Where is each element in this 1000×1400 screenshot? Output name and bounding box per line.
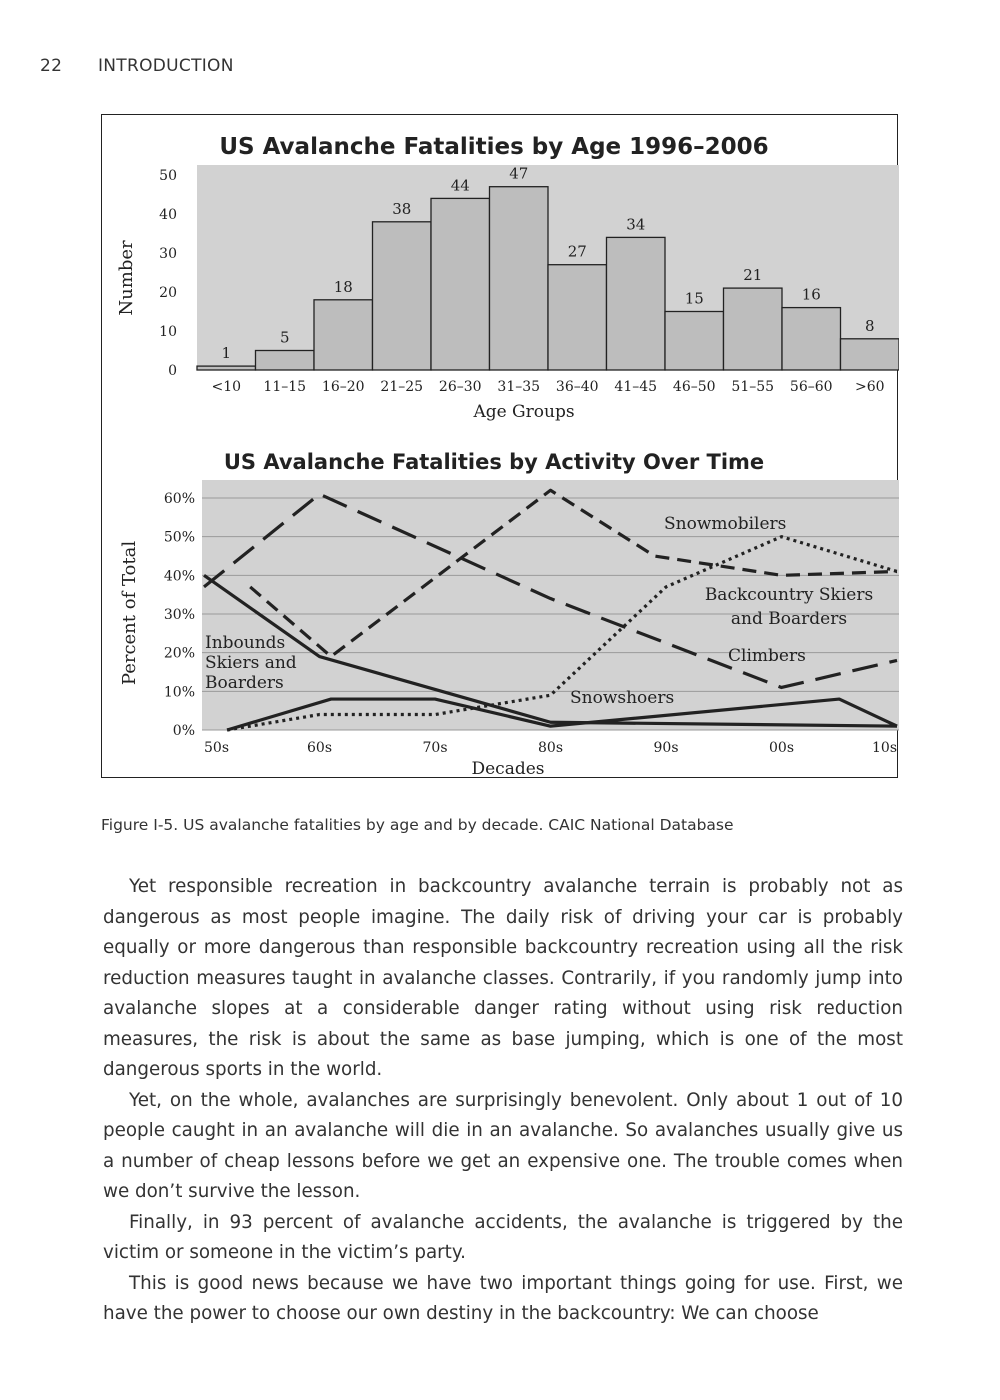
bar-value-label: 47 — [509, 164, 529, 183]
bar-value-label: 38 — [392, 199, 412, 218]
line-y-tick-label: 40% — [163, 568, 195, 585]
section-title: INTRODUCTION — [97, 56, 234, 76]
body-text — [103, 872, 903, 1330]
bar — [256, 351, 315, 371]
bar-x-tick-label: 56–60 — [789, 379, 833, 395]
bar — [431, 198, 490, 370]
annotation-snowmobilers: Snowmobilers — [664, 514, 787, 534]
page-number: 22 — [40, 56, 63, 76]
line-x-axis-label: Decades — [471, 759, 545, 779]
annotation-climbers: Climbers — [728, 646, 806, 666]
annotation-snowshoers: Snowshoers — [570, 688, 675, 708]
bar-y-tick-label: 50 — [159, 168, 177, 184]
bar-x-tick-label: <10 — [211, 379, 242, 395]
activity-line-chart — [119, 450, 899, 779]
line-y-tick-label: 0% — [172, 723, 195, 739]
bar-y-tick-label: 40 — [159, 207, 177, 223]
bar-value-label: 21 — [743, 266, 763, 285]
bar-value-label: 15 — [684, 289, 704, 308]
bar-x-tick-label: 21–25 — [380, 379, 424, 395]
bar-y-axis-label: Number — [116, 240, 137, 316]
line-x-tick-label: 80s — [538, 740, 563, 756]
bar-x-tick-label: 36–40 — [555, 379, 599, 395]
bar-x-tick-label: 41–45 — [614, 379, 658, 395]
bar-x-tick-label: 46–50 — [672, 379, 716, 395]
bar-value-label: 16 — [801, 285, 821, 304]
bar-value-label: 18 — [333, 277, 353, 296]
line-x-ticks — [204, 740, 897, 756]
line-x-tick-label: 90s — [653, 740, 679, 756]
bar — [607, 237, 666, 370]
annotation-backcountry-line1: Backcountry Skiers — [704, 585, 874, 605]
line-y-ticks — [164, 491, 195, 739]
line-y-axis-label: Percent of Total — [119, 540, 140, 686]
bar-value-label: 34 — [626, 215, 646, 234]
bar-x-tick-label: 31–35 — [497, 379, 541, 395]
line-y-tick-label: 10% — [163, 684, 195, 701]
bar-x-tick-label: >60 — [854, 379, 885, 395]
bar-chart-title: US Avalanche Fatalities by Age 1996–2006 — [219, 134, 769, 160]
line-y-tick-label: 50% — [163, 529, 195, 546]
bar — [548, 265, 607, 370]
bar — [782, 308, 841, 370]
body-paragraph: Finally, in 93 percent of avalanche accidents, the avalanche is triggered by the victim or someone in the victim’s party. — [103, 1211, 903, 1263]
figure-box — [101, 114, 898, 778]
line-x-tick-label: 60s — [307, 740, 332, 756]
line-y-tick-label: 60% — [163, 491, 195, 507]
annotation-inbounds-line1: Inbounds — [205, 633, 286, 653]
bar-y-ticks — [159, 168, 177, 379]
body-paragraph: This is good news because we have two important things going for use. First, we have the power to choose our own destiny in the backcountry: We can choose — [103, 1272, 903, 1324]
bar — [490, 187, 549, 370]
annotation-inbounds-line2: Skiers and — [205, 653, 297, 673]
bar-y-tick-label: 30 — [159, 246, 177, 262]
figure-caption: Figure I-5. US avalanche fatalities by age and by decade. CAIC National Database — [101, 816, 734, 834]
bar-value-label: 8 — [864, 316, 875, 335]
annotation-backcountry-line2: and Boarders — [730, 609, 848, 629]
bar-y-tick-label: 10 — [159, 324, 177, 340]
bar — [724, 288, 783, 370]
bar-value-label: 44 — [450, 176, 470, 195]
bar-value-label: 27 — [567, 242, 587, 261]
line-x-tick-label: 10s — [872, 740, 897, 756]
bar — [665, 312, 724, 371]
bar-x-tick-label: 26–30 — [438, 379, 482, 395]
bar-x-tick-label: 16–20 — [321, 379, 365, 395]
bar — [841, 339, 900, 370]
age-bar-chart — [116, 134, 899, 422]
annotation-inbounds-line3: Boarders — [205, 673, 284, 693]
line-y-tick-label: 20% — [163, 645, 195, 662]
figure-charts — [102, 115, 899, 779]
bar-value-label: 1 — [221, 344, 232, 363]
body-paragraph: Yet responsible recreation in backcountry avalanche terrain is probably not as dangerous as most people imagine. The daily risk of driving your car is probably equally or more dangerous than responsible backcountry recreation using all the risk reduction measures taught in avalanche classes. Contrarily, if you randomly jump into avalanche slopes at a considerable danger rating without using risk reduction measures, the risk is about the same as base jumping, which is one of the most dangerous sports in the world. — [103, 876, 903, 1080]
bar-x-tick-label: 51–55 — [731, 379, 775, 395]
bar — [197, 366, 256, 370]
line-chart-title: US Avalanche Fatalities by Activity Over Time — [223, 450, 765, 474]
line-x-tick-label: 50s — [204, 740, 229, 756]
bar — [373, 222, 432, 370]
bar-x-axis-label: Age Groups — [473, 402, 575, 422]
line-x-tick-label: 00s — [769, 740, 794, 756]
line-y-tick-label: 30% — [163, 607, 195, 623]
bar-y-tick-label: 20 — [159, 285, 177, 301]
body-paragraph: Yet, on the whole, avalanches are surprisingly benevolent. Only about 1 out of 10 people caught in an avalanche will die in an avalanche. So avalanches usually give us a number of cheap lessons before we get an expensive one. The trouble comes when we don’t survive the lesson. — [103, 1089, 903, 1202]
running-head — [40, 56, 234, 76]
line-plot-area — [202, 480, 899, 730]
line-x-tick-label: 70s — [422, 740, 448, 756]
bar-y-tick-label: 0 — [168, 363, 177, 379]
bar — [314, 300, 373, 370]
bar-x-ticks — [211, 379, 884, 395]
bar-x-tick-label: 11–15 — [263, 379, 307, 395]
bar-value-label: 5 — [279, 328, 290, 347]
